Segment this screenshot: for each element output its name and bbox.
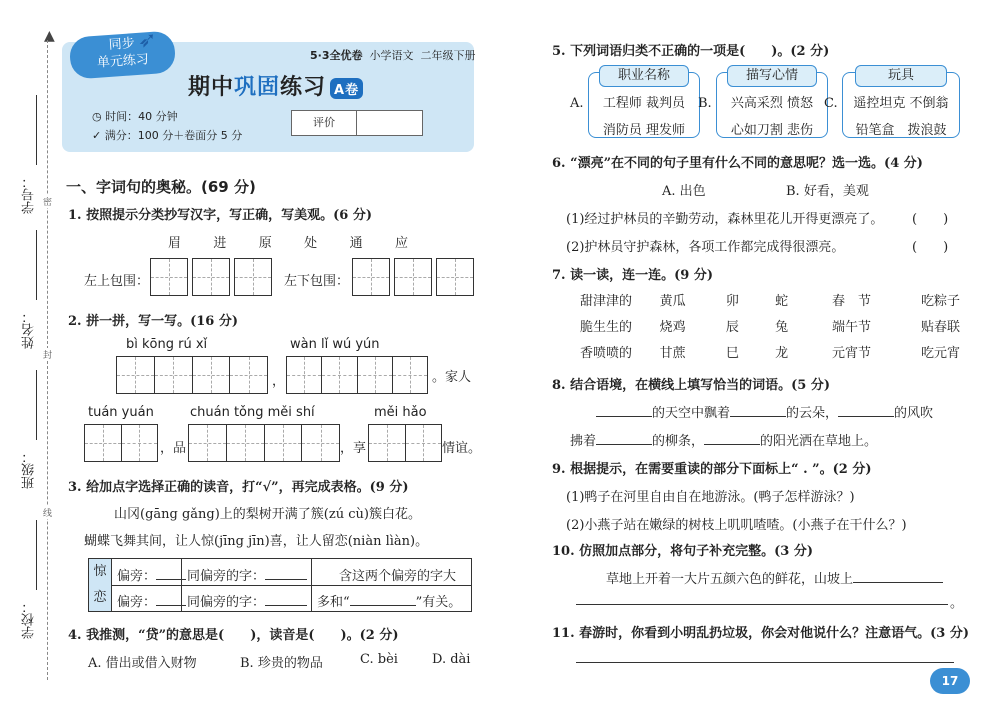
- q10-end: 。: [950, 596, 964, 611]
- student-id-field[interactable]: [36, 95, 37, 165]
- q2-pinyin-4: chuán tǒng měi shí: [190, 405, 315, 420]
- q5-letter-a[interactable]: A.: [570, 96, 584, 111]
- q2-pinyin-2: wàn lǐ wú yún: [290, 337, 380, 352]
- page-number: 17: [930, 668, 970, 694]
- q1-stem: 1. 按照提示分类抄写汉字，写正确，写美观。(6 分): [68, 208, 372, 223]
- q2-grid-4[interactable]: [188, 424, 340, 462]
- name-field[interactable]: [36, 230, 37, 300]
- q5-group-b: 描写心情 兴高采烈 愤怒 心如刀割 悲伤: [716, 72, 828, 138]
- q6-option-a: A. 出色: [662, 184, 706, 199]
- q3-table-same-2: 同偏旁的字：: [187, 591, 307, 610]
- q8-line-1: 的天空中飘着 的云朵， 的风吹: [596, 402, 933, 421]
- q6-sentence-2: (2)护林员守护森林，各项工作都完成得很漂亮。: [566, 240, 845, 255]
- q1-right-label: 左下包围：: [284, 274, 350, 289]
- q3-stem: 3. 给加点字选择正确的读音，打“√”，再完成表格。(9 分): [68, 480, 409, 495]
- q2-after-2: 情谊。: [442, 441, 482, 456]
- q8-stem: 8. 结合语境，在横线上填写恰当的词语。(5 分): [552, 378, 830, 393]
- page-title: 期中巩固练习 A卷: [188, 70, 363, 101]
- school-field[interactable]: [36, 520, 37, 590]
- paper-badge: A卷: [330, 78, 363, 99]
- q5-stem: 5. 下列词语归类不正确的一项是( )。(2 分): [552, 44, 830, 59]
- q7-table: [580, 290, 960, 368]
- q3-table-side-1: 偏旁：: [117, 565, 186, 584]
- class-field[interactable]: [36, 370, 37, 440]
- q2-pinyin-5: měi hǎo: [374, 405, 427, 420]
- q6-option-b: B. 好看，美观: [786, 184, 869, 199]
- q11-stem: 11. 春游时，你看到小明乱扔垃圾，你会对他说什么？注意语气。(3 分): [552, 626, 970, 641]
- section-heading: 一、字词句的奥秘。(69 分): [66, 178, 256, 196]
- q6-stem: 6. “漂亮”在不同的句子里有什么不同的意思呢？选一选。(4 分): [552, 156, 923, 171]
- q2-grid-1[interactable]: [116, 356, 268, 394]
- line-mark: 线: [43, 506, 52, 519]
- q5-group-c: 玩具 遥控坦克 不倒翁 铅笔盒 拨浪鼓: [842, 72, 960, 138]
- q3-table-char-2: 恋: [89, 585, 112, 611]
- rocket-icon: ▲: [44, 28, 55, 44]
- series-tag: 5·3全优卷 小学语文 二年级下册: [310, 49, 476, 62]
- q3-table-side-2: 偏旁：: [117, 591, 186, 610]
- q7-stem: 7. 读一读，连一连。(9 分): [552, 268, 713, 283]
- q4-option-b[interactable]: B. 珍贵的物品: [240, 656, 323, 671]
- q1-left-grid[interactable]: [150, 258, 272, 296]
- q8-line-2: 拂着 的柳条， 的阳光洒在草地上。: [570, 434, 878, 449]
- q3-table-rel-1: 含这两个偏旁的字大: [339, 569, 457, 584]
- q8-blank[interactable]: [596, 444, 652, 445]
- q1-chars: 眉 进 原 处 通 应: [168, 236, 408, 251]
- q5-letter-c[interactable]: C.: [824, 96, 838, 111]
- q2-stem: 2. 拼一拼，写一写。(16 分): [68, 314, 239, 329]
- q1-right-grid[interactable]: [352, 258, 474, 296]
- q9-sentence-1[interactable]: (1)鸭子在河里自由自在地游泳。(鸭子怎样游泳？): [566, 490, 855, 505]
- student-id-label: 学号：: [22, 175, 37, 214]
- q9-sentence-2[interactable]: (2)小燕子站在嫩绿的树枝上叽叽喳喳。(小燕子在干什么？): [566, 518, 907, 533]
- q8-blank[interactable]: [596, 416, 652, 417]
- q2-pinyin-1: bì kōng rú xǐ: [126, 337, 208, 352]
- q2-grid-3[interactable]: [84, 424, 158, 462]
- q6-sentence-1: (1)经过护林员的辛勤劳动，森林里花儿开得更漂亮了。: [566, 212, 884, 227]
- q10-blank[interactable]: [853, 582, 943, 583]
- q2-mid-2: ，品: [160, 441, 187, 456]
- time-info: ◷ 时间：40 分钟: [92, 110, 178, 123]
- q7-row: 香喷喷的 甘蔗 巳 龙 元宵节 吃元宵: [580, 346, 960, 361]
- q8-blank[interactable]: [730, 416, 786, 417]
- q11-answer-line[interactable]: [576, 662, 954, 663]
- q4-option-d[interactable]: D. dài: [432, 652, 471, 667]
- q3-table-rel-2: 多和“ ”有关。: [317, 595, 462, 610]
- q2-pinyin-3: tuán yuán: [88, 405, 154, 420]
- q6-answer-2[interactable]: ( ): [912, 240, 949, 255]
- q5-letter-b[interactable]: B.: [698, 96, 712, 111]
- rocket-badge-icon: ➶: [138, 28, 157, 53]
- name-label: 姓名：: [22, 310, 37, 349]
- eval-box[interactable]: 评价: [291, 110, 423, 136]
- class-label: 班级：: [22, 450, 37, 489]
- q7-row: 甜津津的 黄瓜 卯 蛇 春 节 吃粽子: [580, 294, 960, 309]
- q2-comma: ，: [272, 374, 286, 389]
- q3-table-same-1: 同偏旁的字：: [187, 565, 307, 584]
- q4-stem: 4. 我推测，“贷”的意思是( )，读音是( )。(2 分): [68, 628, 399, 643]
- q3-table-char-1: 惊: [89, 559, 112, 585]
- q2-grid-5[interactable]: [368, 424, 442, 462]
- q7-row: 脆生生的 烧鸡 辰 兔 端午节 贴春联: [580, 320, 960, 335]
- score-info: ✓ 满分：100 分＋卷面分 5 分: [92, 129, 243, 142]
- q2-mid-3: ，享: [340, 441, 367, 456]
- unit-badge: 同步 单元练习: [69, 30, 177, 79]
- q5-group-a: 职业名称 工程师 裁判员 消防员 理发师: [588, 72, 700, 138]
- feng-mark: 封: [43, 348, 52, 361]
- q10-stem: 10. 仿照加点部分，将句子补充完整。(3 分): [552, 544, 814, 559]
- q6-answer-1[interactable]: ( ): [912, 212, 949, 227]
- seal-mark: 密: [43, 195, 52, 208]
- q10-sentence: 草地上开着一大片五颜六色的鲜花，山坡上: [606, 568, 943, 587]
- q8-blank[interactable]: [838, 416, 894, 417]
- school-label: 学校：: [22, 600, 37, 639]
- q2-grid-2[interactable]: [286, 356, 428, 394]
- q4-option-c[interactable]: C. bèi: [360, 652, 398, 667]
- q4-option-a[interactable]: A. 借出或借入财物: [88, 656, 197, 671]
- q9-stem: 9. 根据提示，在需要重读的部分下面标上“ . ”。(2 分): [552, 462, 872, 477]
- q3-table: [88, 558, 472, 612]
- q2-after-1: 。家人: [432, 370, 472, 385]
- q8-blank[interactable]: [704, 444, 760, 445]
- q10-answer-line[interactable]: [576, 604, 948, 605]
- q1-left-label: 左上包围：: [84, 274, 150, 289]
- q3-line-1: 山冈(gāng gǎng)上的梨树开满了簇(zú cù)簇白花。: [114, 507, 421, 522]
- q3-line-2: 蝴蝶飞舞其间，让人惊(jīng jīn)喜，让人留恋(niàn lìàn)。: [84, 534, 429, 549]
